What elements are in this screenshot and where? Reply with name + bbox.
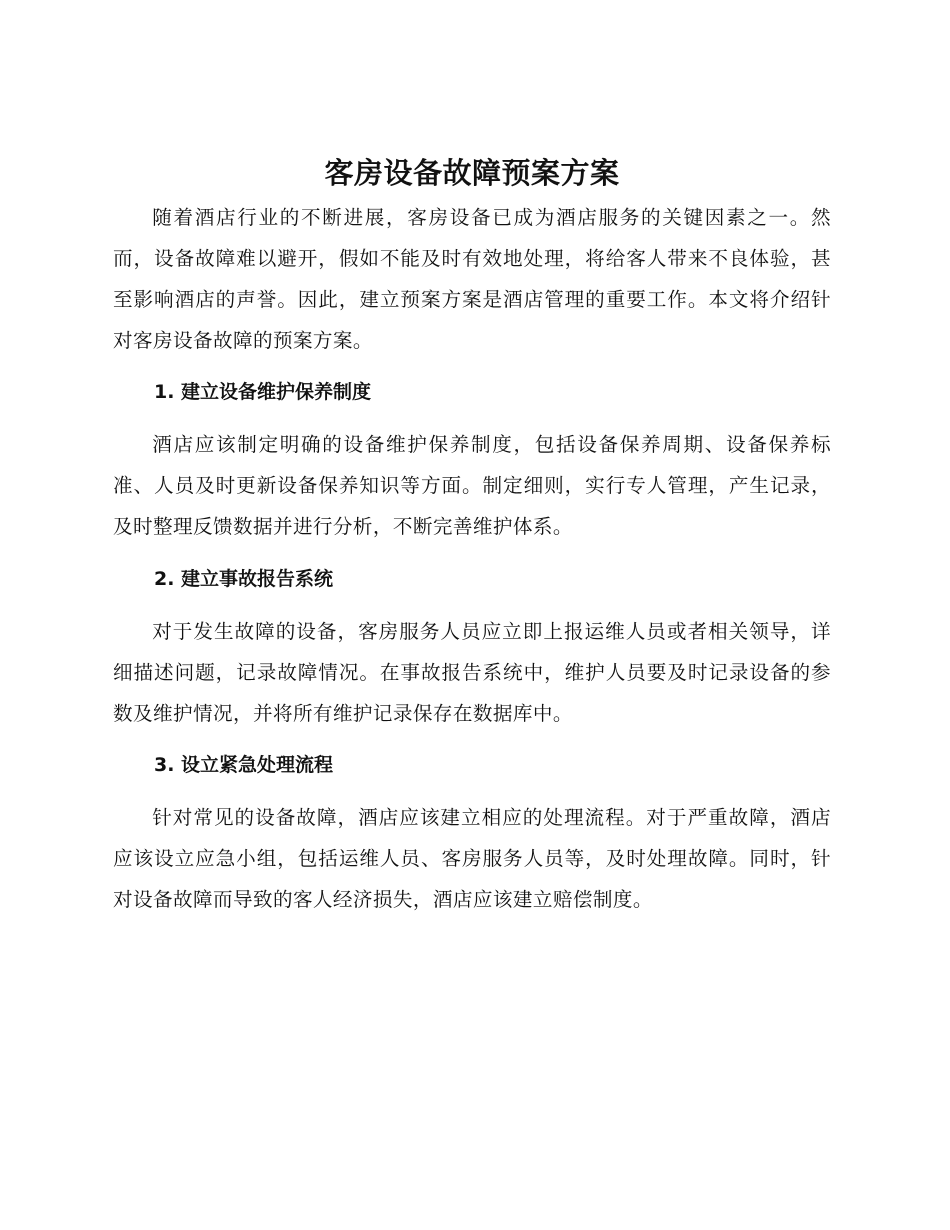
- section-heading-1: 1. 建立设备维护保养制度: [154, 381, 372, 403]
- document-content: [113, 151, 831, 920]
- section-body-3: 针对常见的设备故障，酒店应该建立相应的处理流程。对于严重故障，酒店应该设立应急小组，包括运维人员、客房服务人员等，及时处理故障。同时，针对设备故障而导致的客人经济损失，酒店应该建立赔偿制度。: [113, 806, 831, 911]
- section-body-1: 酒店应该制定明确的设备维护保养制度，包括设备保养周期、设备保养标准、人员及时更新设备保养知识等方面。制定细则，实行专人管理，产生记录，及时整理反馈数据并进行分析，不断完善维护体系。: [113, 433, 831, 538]
- intro-paragraph: 随着酒店行业的不断进展，客房设备已成为酒店服务的关键因素之一。然而，设备故障难以避开，假如不能及时有效地处理，将给客人带来不良体验，甚至影响酒店的声誉。因此，建立预案方案是酒店管理的重要工作。本文将介绍针对客房设备故障的预案方案。: [113, 206, 831, 352]
- page-title: 客房设备故障预案方案: [324, 156, 620, 190]
- section-heading-2: 2. 建立事故报告系统: [154, 568, 334, 590]
- section-body-2: 对于发生故障的设备，客房服务人员应立即上报运维人员或者相关领导，详细描述问题，记录故障情况。在事故报告系统中，维护人员要及时记录设备的参数及维护情况，并将所有维护记录保存在数据库中。: [113, 620, 831, 725]
- section-heading-3: 3. 设立紧急处理流程: [154, 754, 334, 776]
